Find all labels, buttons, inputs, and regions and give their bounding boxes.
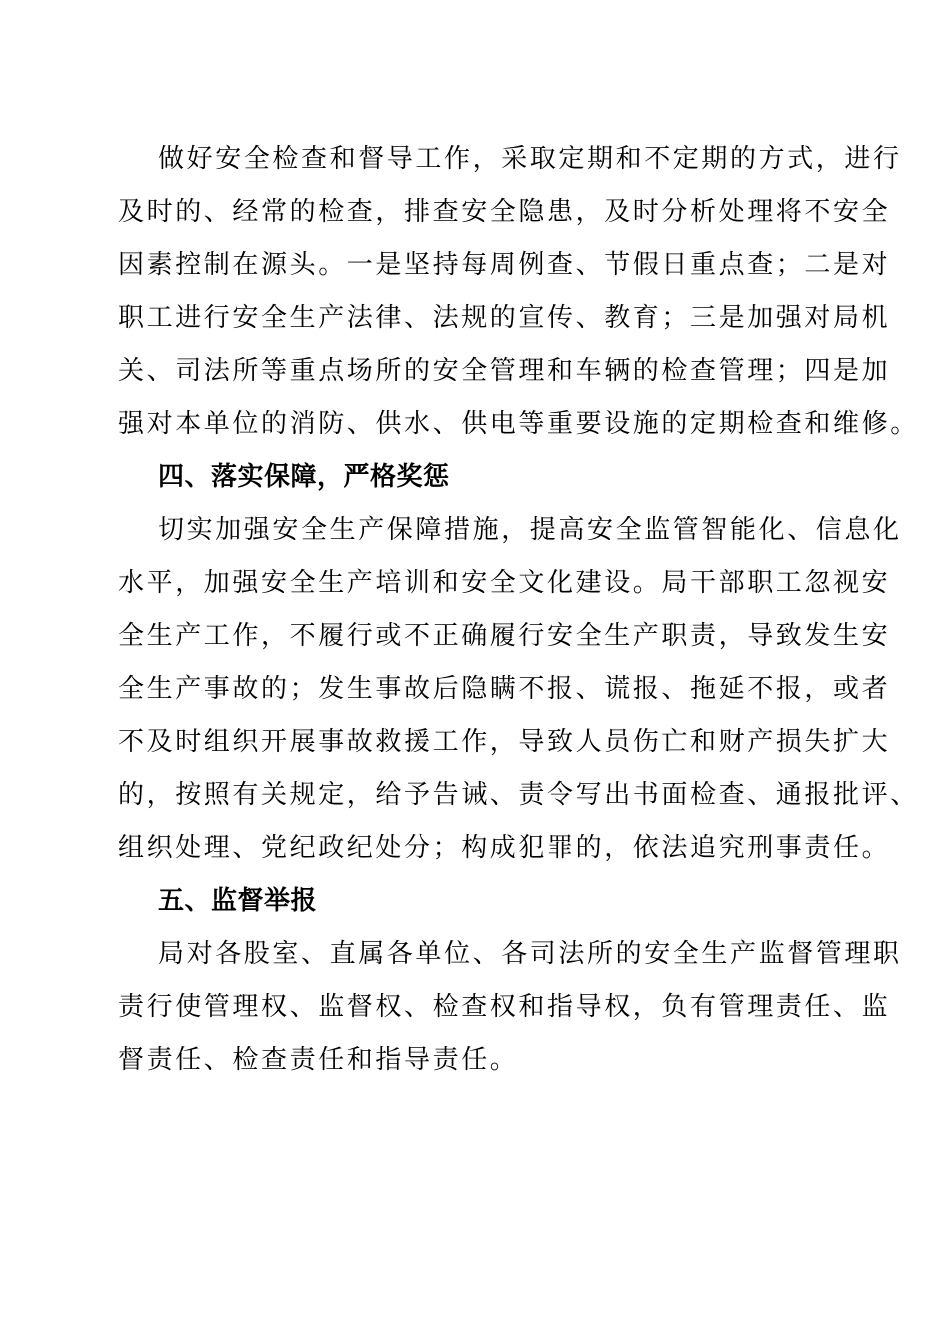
paragraph-line: 因素控制在源头。一是坚持每周例查、节假日重点查；二是对 xyxy=(118,250,891,280)
paragraph-line: 及时的、经常的检查，排查安全隐患，及时分析处理将不安全 xyxy=(118,197,891,227)
section-heading-five: 五、监督举报 xyxy=(158,886,318,916)
paragraph-line: 全生产工作，不履行或不正确履行安全生产职责，导致发生安 xyxy=(118,621,891,651)
paragraph-line: 切实加强安全生产保障措施，提高安全监管智能化、信息化 xyxy=(158,515,902,545)
paragraph-line: 全生产事故的；发生事故后隐瞒不报、谎报、拖延不报，或者 xyxy=(118,674,891,704)
paragraph-line: 做好安全检查和督导工作，采取定期和不定期的方式，进行 xyxy=(158,144,902,174)
paragraph-line: 不及时组织开展事故救援工作，导致人员伤亡和财产损失扩大 xyxy=(118,727,891,757)
paragraph-line: 组织处理、党纪政纪处分；构成犯罪的，依法追究刑事责任。 xyxy=(118,833,891,863)
paragraph-line: 关、司法所等重点场所的安全管理和车辆的检查管理；四是加 xyxy=(118,356,891,386)
paragraph-line: 职工进行安全生产法律、法规的宣传、教育；三是加强对局机 xyxy=(118,303,891,333)
paragraph-line: 局对各股室、直属各单位、各司法所的安全生产监督管理职 xyxy=(158,939,902,969)
paragraph-line: 责行使管理权、监督权、检查权和指导权，负有管理责任、监 xyxy=(118,992,891,1022)
paragraph-line: 的，按照有关规定，给予告诫、责令写出书面检查、通报批评、 xyxy=(118,780,919,810)
paragraph-line: 强对本单位的消防、供水、供电等重要设施的定期检查和维修。 xyxy=(118,409,919,439)
section-heading-four: 四、落实保障，严格奖惩 xyxy=(158,462,450,492)
paragraph-line: 督责任、检查责任和指导责任。 xyxy=(118,1045,519,1075)
document-body xyxy=(118,133,919,1087)
paragraph-line: 水平，加强安全生产培训和安全文化建设。局干部职工忽视安 xyxy=(118,568,891,598)
